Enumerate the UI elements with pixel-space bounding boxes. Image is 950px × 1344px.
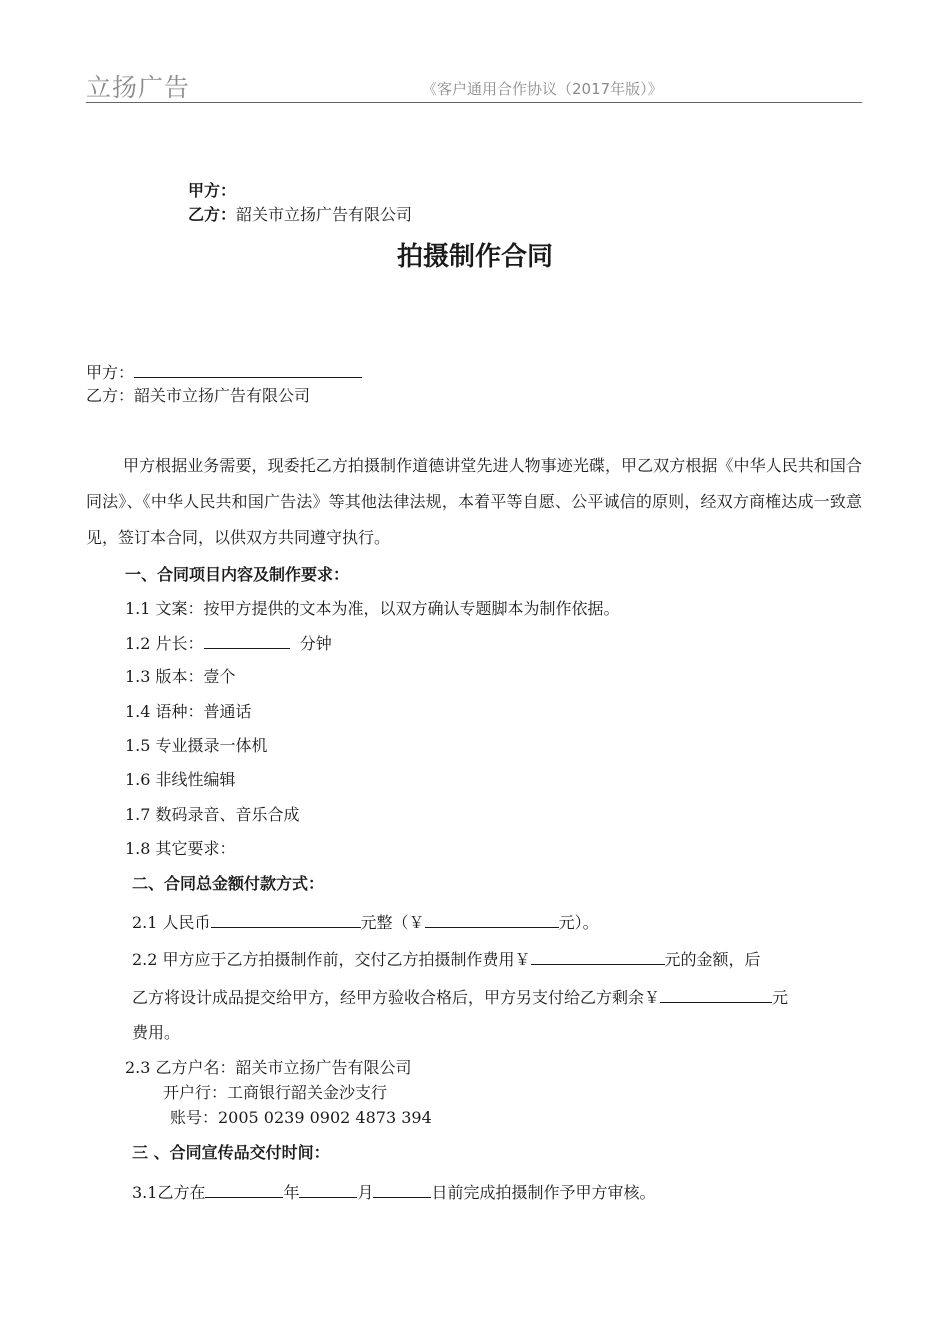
item-2-1-end: 元）。: [558, 913, 599, 932]
length-blank: [204, 633, 290, 649]
item-3-1-end: 日前完成拍摄制作予甲方审核。: [431, 1183, 656, 1202]
day-blank: [373, 1182, 431, 1198]
item-1-2: [125, 633, 332, 654]
party-b-line: 乙方：韶关市立扬广告有限公司: [86, 386, 311, 405]
minutes-unit: 分钟: [299, 634, 332, 653]
party-a-line: [86, 362, 362, 383]
year-unit: 年: [283, 1183, 300, 1202]
item-1-3: 1.3 版本：壹个: [125, 667, 236, 686]
month-unit: 月: [357, 1183, 374, 1202]
item-2-1: [132, 912, 599, 933]
item-1-5: 1.5 专业摄录一体机: [125, 736, 268, 755]
intro-paragraph: 甲方根据业务需要，现委托乙方拍摄制作道德讲堂先进人物事迹光碟，甲乙双方根据《中华人民共和国合同法》、《中华人民共和国广告法》等其他法律法规，本着平等自愿、公平诚信的原则，经双方商榷达成一致意见，签订本合同，以供双方共同遵守执行。: [86, 456, 862, 547]
party-a-blank: [134, 362, 362, 378]
top-party-a-label: 甲方：: [188, 181, 237, 200]
item-2-2-text: 2.2 甲方应于乙方拍摄制作前，交付乙方拍摄制作费用￥: [132, 950, 531, 969]
top-party-b-value: 韶关市立扬广告有限公司: [236, 205, 413, 224]
item-1-1: 1.1 文案：按甲方提供的文本为准，以双方确认专题脚本为制作依据。: [125, 599, 620, 618]
item-1-2-label: 1.2 片长：: [125, 634, 204, 653]
item-2-1-label: 2.1 人民币: [132, 913, 211, 932]
brand-name: 立扬广告: [86, 73, 191, 102]
deposit-blank: [531, 949, 665, 965]
balance-blank: [660, 987, 772, 1003]
page-header: [86, 68, 862, 103]
item-1-7: 1.7 数码录音、音乐合成: [125, 805, 300, 824]
item-2-2-line2: [132, 987, 788, 1008]
top-party-b-label: 乙方：: [188, 205, 237, 224]
month-blank: [299, 1182, 357, 1198]
item-1-4: 1.4 语种：普通话: [125, 702, 252, 721]
party-a-label: 甲方：: [86, 363, 135, 382]
account-name: 2.3 乙方户名：韶关市立扬广告有限公司: [125, 1058, 412, 1077]
amount-number-blank: [425, 912, 559, 928]
section2-heading: 二、合同总金额付款方式：: [132, 874, 325, 893]
header-doc-title: 《客户通用合作协议（2017年版）》: [422, 80, 663, 98]
account-number: 账号：2005 0239 0902 4873 394: [170, 1108, 432, 1127]
item-2-2-line1: [132, 949, 761, 970]
item-2-2-mid: 元的金额，后: [664, 950, 761, 969]
section3-heading: 三 、合同宣传品交付时间：: [132, 1143, 330, 1162]
amount-words-blank: [211, 912, 361, 928]
item-1-8: 1.8 其它要求：: [125, 839, 236, 858]
item-3-1: [132, 1182, 656, 1203]
section1-heading: 一、合同项目内容及制作要求：: [125, 565, 350, 584]
item-2-2-line3: 费用。: [132, 1023, 181, 1042]
contract-title: 拍摄制作合同: [396, 242, 553, 272]
item-2-2-line2-unit: 元: [772, 988, 789, 1007]
item-3-1-label: 3.1乙方在: [132, 1183, 206, 1202]
item-2-2-line2-text: 乙方将设计成品提交给甲方，经甲方验收合格后，甲方另支付给乙方剩余￥: [132, 988, 661, 1007]
item-2-1-mid: 元整（￥: [360, 913, 425, 932]
year-blank: [205, 1182, 283, 1198]
item-1-6: 1.6 非线性编辑: [125, 770, 236, 789]
top-party-b: [188, 205, 412, 225]
account-bank: 开户行：工商银行韶关金沙支行: [163, 1083, 388, 1102]
